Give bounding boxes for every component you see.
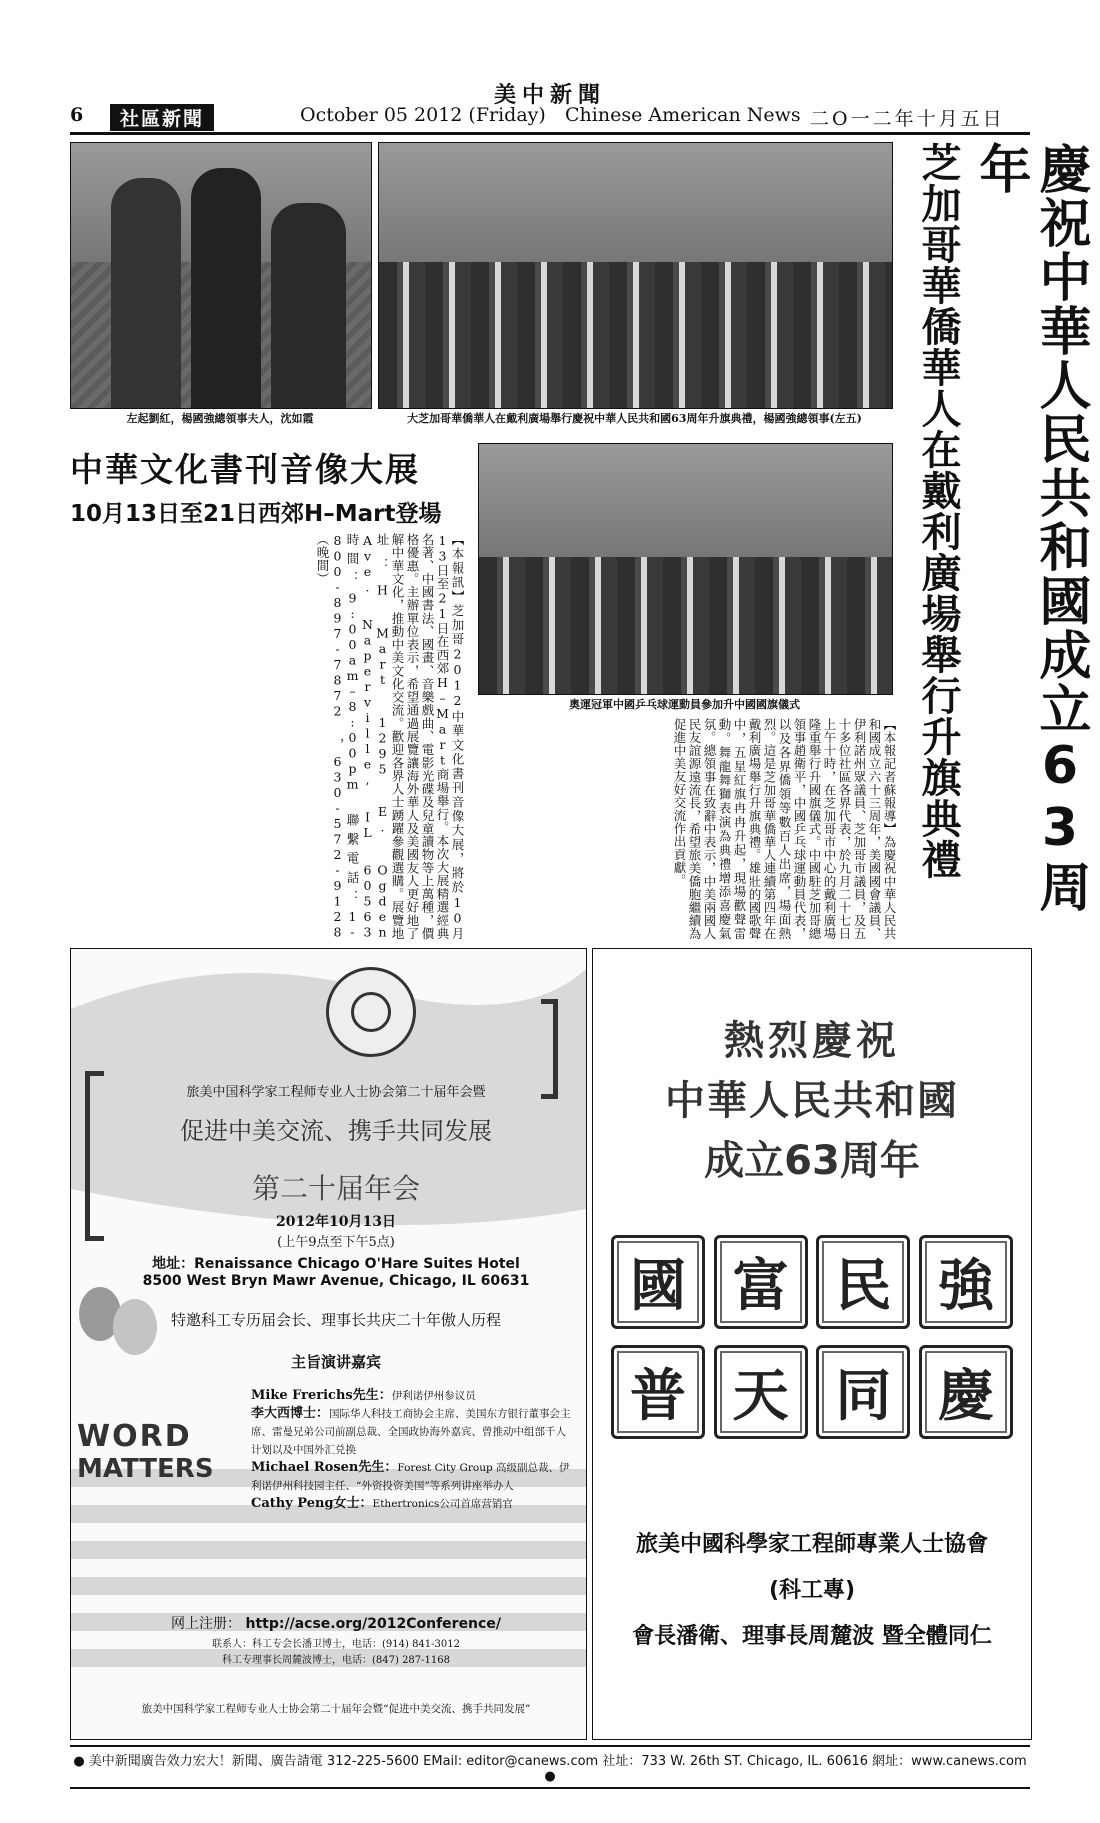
- bracket-left-graphic: [85, 1071, 104, 1241]
- main-article-title: 慶祝中華人民共和國成立63周年: [970, 142, 1090, 914]
- book-fair-body: 【本報訊】芝加哥2012中華文化書刊音像大展，將於10月13日至21日在西郊H–Mart商場舉行。本次大展精選經典名著、中國書法、國畫、音樂戲曲、電影光碟及兒童讀物等上萬種，價格優惠。主辦單位表示，希望通過展覽讓海外華人及美國友人更好地了解中華文化，推動中美文化交流。歡迎各界人士踴躍參觀選購。展覽地址：H Mart 1295 E. Ogden Ave. Naperville, IL 60563 時間：9:00am–8:00pm 聯繫電話：1-800-897-7872 ，630-572-9128 （晚間）: [315, 533, 465, 940]
- ad-footer-line: 旅美中国科学家工程师专业人士协会第二十届年会暨“促进中美交流、携手共同发展”: [141, 1703, 531, 1715]
- speaker-3-name: Michael Rosen先生：: [251, 1460, 398, 1475]
- photo-three-women: [70, 142, 372, 409]
- ad-event-title: 第二十届年会: [251, 1172, 420, 1205]
- ad-register-label: 网上注册：: [171, 1616, 242, 1632]
- celebration-line-3: 成立63周年: [704, 1138, 920, 1184]
- date-english: October 05 2012 (Friday): [300, 104, 546, 126]
- speaker-4-name: Cathy Peng女士：: [251, 1496, 373, 1511]
- ad-event-time: (上午9点至下午5点): [277, 1235, 395, 1250]
- word-matters-graphic: [77, 1419, 217, 1499]
- ad-register: [111, 1613, 561, 1633]
- ad-event-date: 2012年10月13日: [276, 1214, 396, 1230]
- book-fair-title: 中華文化書刊音像大展: [70, 450, 420, 489]
- page-header-row: [70, 104, 1030, 135]
- stamps-row-1: [611, 1235, 1013, 1329]
- stamps-row-2: [611, 1345, 1013, 1439]
- speaker-1-desc: 伊利诺伊州参议员: [391, 1390, 476, 1402]
- ad-venue: [111, 1253, 561, 1273]
- page-footer: ● 美中新聞廣告效力宏大！新聞、廣告請電 312-225-5600 EMail: editor@canews.com 社址：733 W. 26th ST. Chicago, IL. 60616 網址：www.canews.com ●: [70, 1745, 1030, 1789]
- speaker-1-name: Mike Frerichs先生：: [251, 1388, 392, 1403]
- photo-caption-3: 奧運冠軍中國乒乓球運動員參加升中國國旗儀式: [569, 698, 800, 711]
- speaker-2-name: 李大西博士：: [251, 1406, 330, 1421]
- photo-table-tennis-players: [478, 443, 893, 695]
- speaker-4-desc: Ethertronics公司首席营销官: [372, 1498, 513, 1510]
- ad-special-guests: 特邀科工专历届会长、理事长共庆二十年傲人历程: [170, 1311, 501, 1329]
- book-fair-subtitle: 10月13日至21日西郊H–Mart登場: [70, 501, 442, 527]
- photo-flag-ceremony: [378, 142, 893, 409]
- ad-speakers-list: [251, 1387, 571, 1513]
- main-article-subtitle: 芝加哥華僑華人在戴利廣場舉行升旗典禮: [915, 142, 961, 880]
- ad-address: 8500 West Bryn Mawr Avenue, Chicago, IL 60631: [142, 1273, 530, 1289]
- speaker-3-desc: Forest City Group 高级副总裁、伊利诺伊州科技园主任、“外资投资美国”等系列讲座举办人: [251, 1462, 570, 1492]
- speaker-4: [251, 1495, 571, 1513]
- speaker-1: [251, 1387, 571, 1405]
- word-matters-line1: WORD: [77, 1419, 192, 1454]
- stamp-guo: 國: [611, 1235, 705, 1329]
- ad-contact-1: 联系人：科工专会长潘卫博士，电话：(914) 841-3012: [212, 1639, 460, 1650]
- page-number: 6: [70, 104, 84, 126]
- stamp-qing: 慶: [919, 1345, 1013, 1439]
- date-chinese: 二O一二年十月五日: [810, 108, 1005, 130]
- photo-caption-2: 大芝加哥華僑華人在戴利廣場舉行慶祝中華人民共和國63周年升旗典禮，楊國強總領事(左五): [407, 412, 862, 425]
- stamp-tian: 天: [714, 1345, 808, 1439]
- ad-org-line: 旅美中国科学家工程师专业人士协会第二十届年会暨: [186, 1085, 486, 1100]
- stamp-min: 民: [816, 1235, 910, 1329]
- section-tag: 社區新聞: [110, 104, 214, 131]
- ad-venue-label: 地址：: [152, 1256, 195, 1272]
- celebration-line-2: 中華人民共和國: [665, 1078, 959, 1124]
- main-article-body-continued: [478, 718, 668, 940]
- stamp-pu: 普: [611, 1345, 705, 1439]
- paper-name-english: Chinese American News: [565, 104, 801, 126]
- ad-keynote-heading: 主旨演讲嘉宾: [290, 1353, 381, 1371]
- celebration-ad: [592, 948, 1032, 1740]
- photo-caption-1: 左起劉紅，楊國強總領事夫人，沈如霞: [126, 412, 314, 425]
- masthead: 美中新聞: [493, 82, 606, 108]
- acse-logo-icon: [326, 967, 416, 1057]
- stamp-tong: 同: [816, 1345, 910, 1439]
- speaker-3: [251, 1459, 571, 1495]
- word-matters-line2: MATTERS: [77, 1454, 214, 1484]
- ad-slogan: 促进中美交流、携手共同发展: [180, 1117, 492, 1145]
- stamp-fu: 富: [714, 1235, 808, 1329]
- speaker-2: [251, 1405, 571, 1459]
- speaker-2-desc: 国际华人科技工商协会主席、美国东方银行董事会主席、雷曼兄弟公司前副总裁、全国政协海外嘉宾、曾推动中组部千人计划以及中国外汇兑换: [251, 1408, 571, 1456]
- celebration-org: 旅美中國科學家工程師專業人士協會: [635, 1532, 988, 1557]
- celebration-signers: 會長潘衛、理事長周麓波 暨全體同仁: [632, 1624, 992, 1649]
- ad-venue-name: Renaissance Chicago O'Hare Suites Hotel: [194, 1256, 520, 1272]
- main-article-body: 【本報記者蘇報導】為慶祝中華人民共和國成立六十三周年，美國國會議員、伊利諾州眾議員、芝加哥市議員，及五十多位社區各界代表，於九月二十七日上午十時，在芝加哥市中心的戴利廣場隆重舉行升國旗儀式。中國駐芝加哥總領事趙衛平，中國乒乓球運動員代表，以及各界僑領等數百人出席，場面熱烈。這是芝加哥華僑華人連續第四年在戴利廣場舉行升旗典禮。雄壯的國歌聲中，五星紅旗冉冉升起，現場歡聲雷動。舞龍舞獅表演為典禮增添喜慶氣氛。總領事在致辭中表示，中美兩國人民友誼源遠流長，希望旅美僑胞繼續為促進中美友好交流作出貢獻。: [672, 718, 897, 940]
- celebration-org-short: (科工專): [768, 1578, 856, 1603]
- acse-conference-ad: [70, 948, 587, 1740]
- ad-register-url[interactable]: http://acse.org/2012Conference/: [245, 1616, 501, 1632]
- celebration-line-1: 熱烈慶祝: [724, 1018, 900, 1064]
- ad-contact-2: 科工专理事长周麓波博士，电话：(847) 287-1168: [222, 1655, 450, 1666]
- stamp-qiang: 強: [919, 1235, 1013, 1329]
